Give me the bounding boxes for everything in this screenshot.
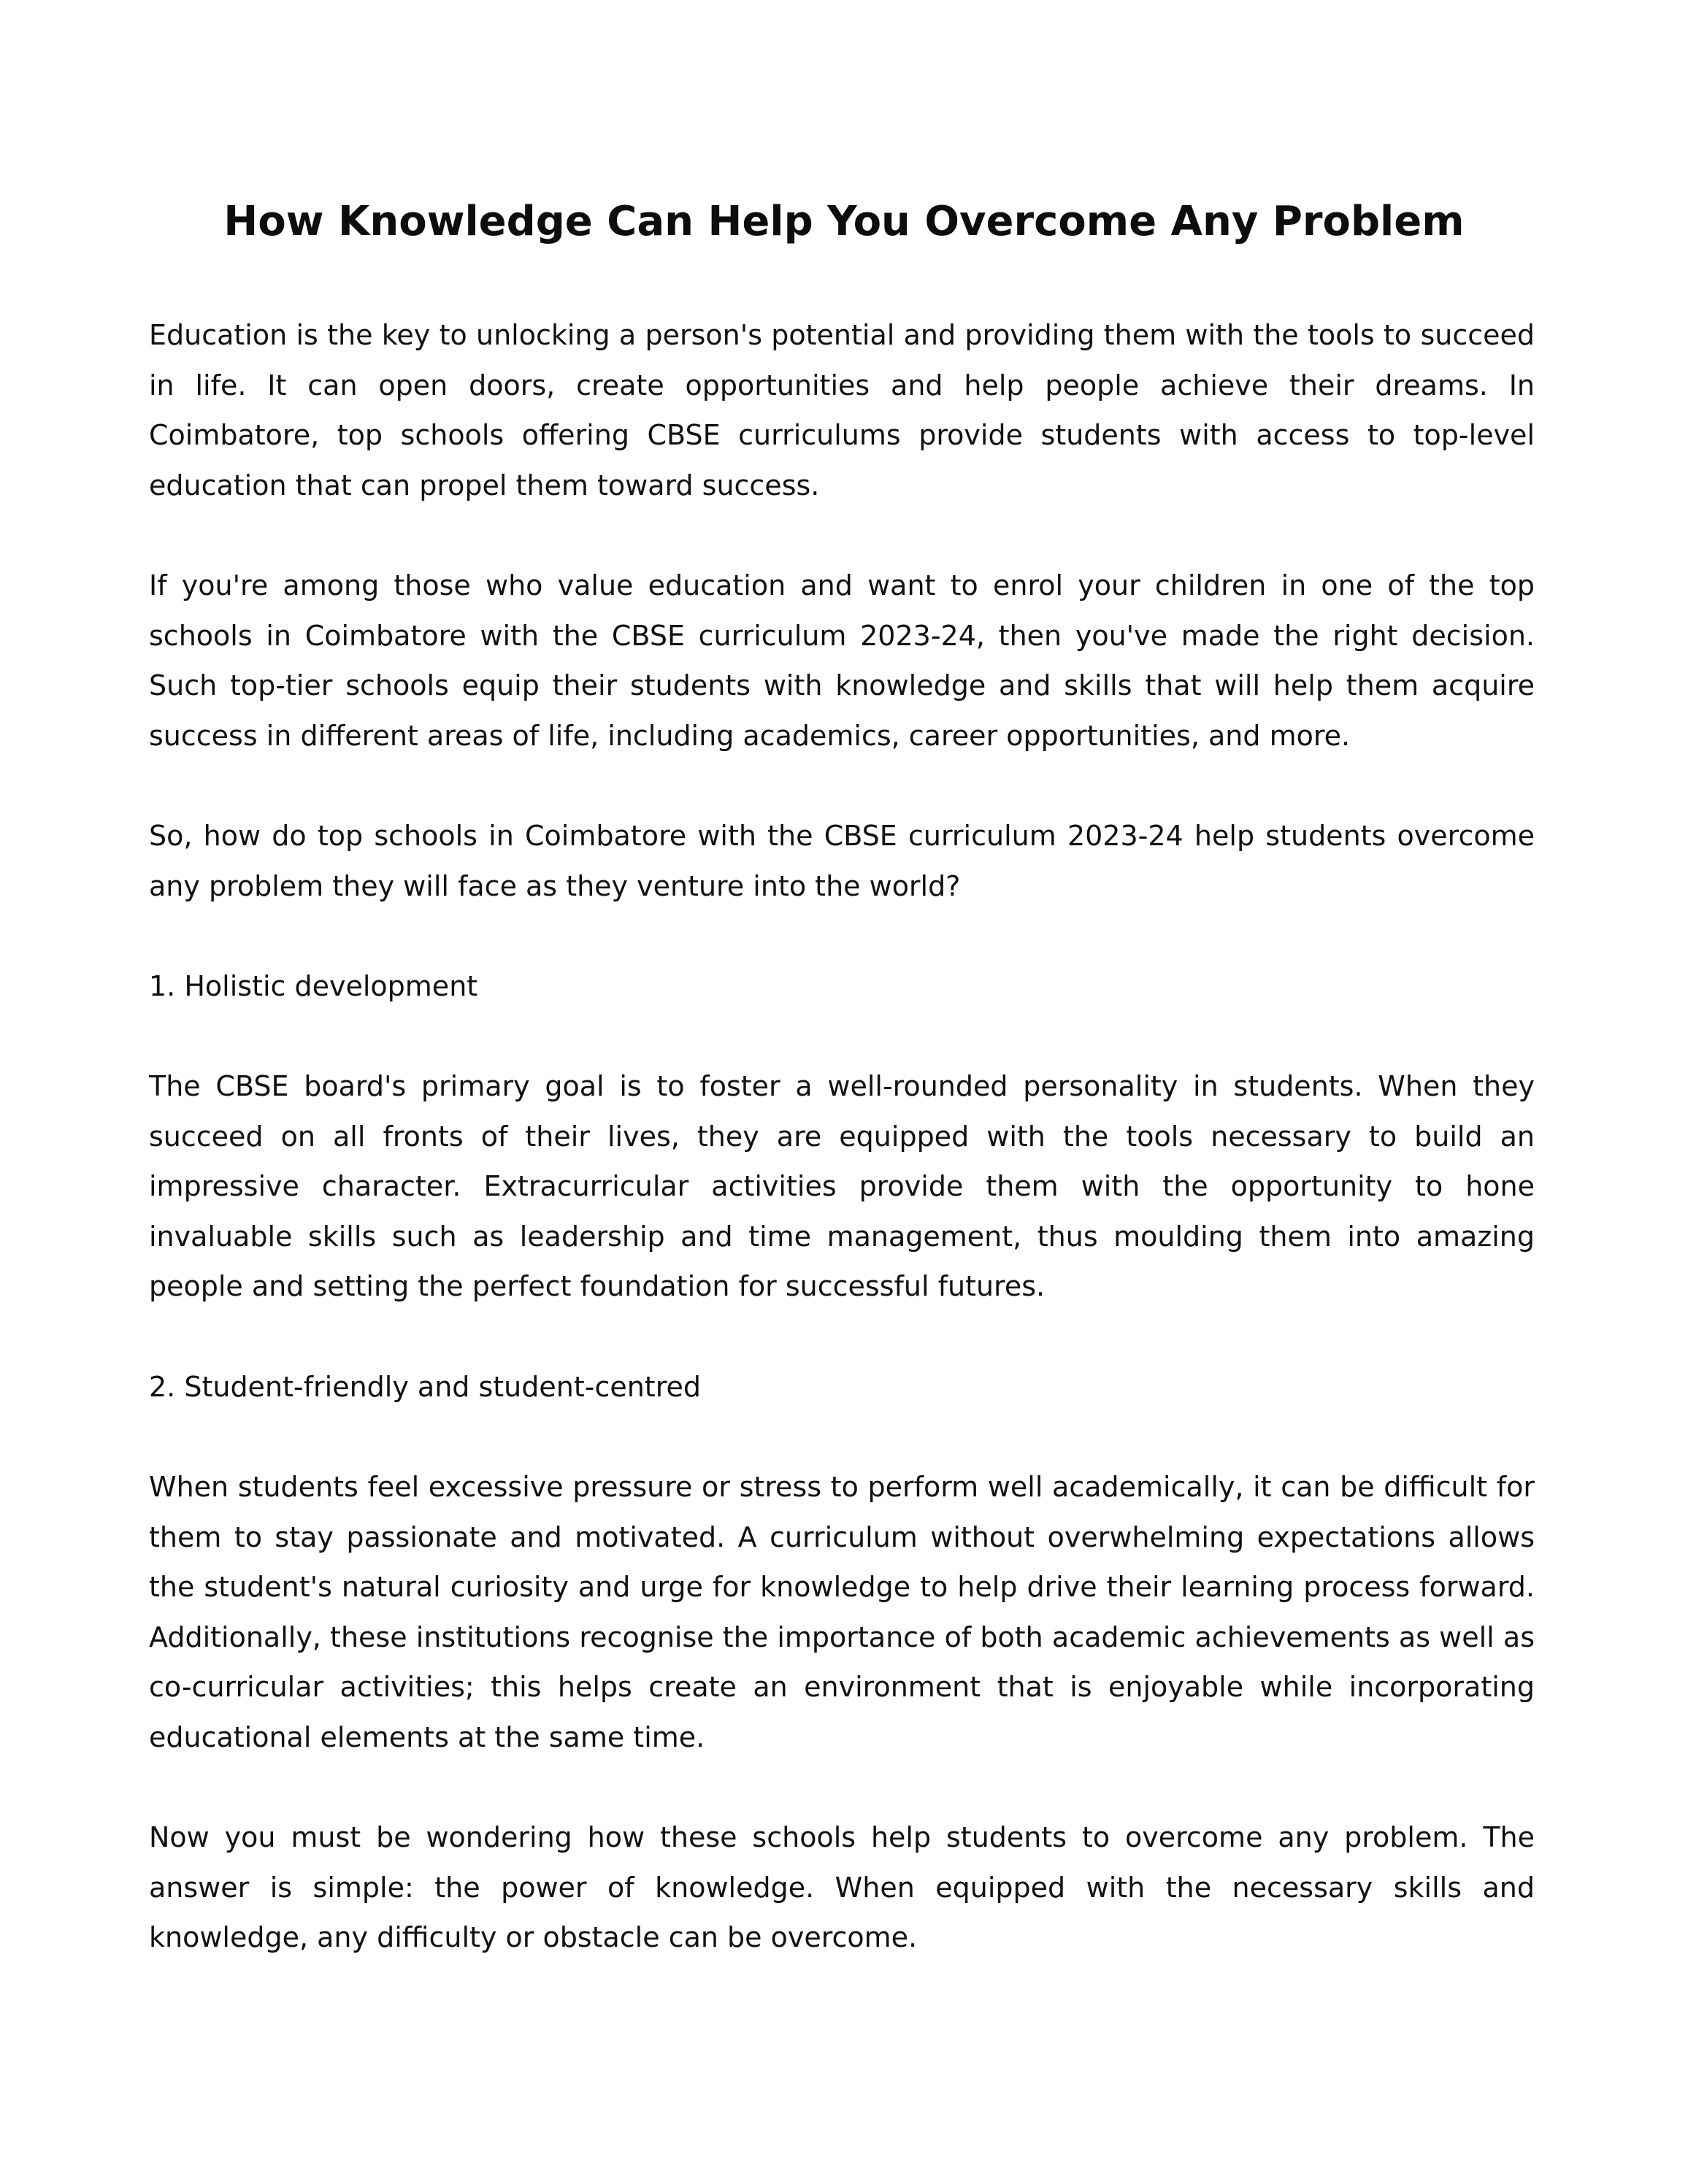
paragraph-enrol: If you're among those who value education and want to enrol your children in one of the top schools in Coimbatore with the CBSE curriculum 2023-24, then you've made the right decision. Such top-tier schools equip their students with knowledge and skills that will help them acquire success in different areas of life, including academics, career opportunities, and more.	[149, 569, 1535, 752]
paragraph-holistic: The CBSE board's primary goal is to foster a well-rounded personality in students. When they succeed on all fronts of their lives, they are equipped with the tools necessary to build an impressive character. Extracurricular activities provide them with the opportunity to hone invaluable skills such as leadership and time management, thus moulding them into amazing people and setting the perfect foundation for successful futures.	[149, 1070, 1535, 1302]
section-heading-student-friendly: 2. Student-friendly and student-centred	[149, 1371, 701, 1403]
page-title: How Knowledge Can Help You Overcome Any Problem	[223, 198, 1465, 245]
paragraph-conclusion: Now you must be wondering how these schools help students to overcome any problem. The answer is simple: the power of knowledge. When equipped with the necessary skills and knowledge, any difficulty or obstacle can be overcome.	[149, 1821, 1535, 1953]
paragraph-question: So, how do top schools in Coimbatore with the CBSE curriculum 2023-24 help students overcome any problem they will face as they venture into the world?	[149, 820, 1535, 902]
paragraph-intro: Education is the key to unlocking a person's potential and providing them with the tools to succeed in life. It can open doors, create opportunities and help people achieve their dreams. In Coimbatore, top schools offering CBSE curriculums provide students with access to top-level education that can propel them toward success.	[149, 319, 1535, 501]
paragraph-student-friendly: When students feel excessive pressure or stress to perform well academically, it can be difficult for them to stay passionate and motivated. A curriculum without overwhelming expectations allows the student's natural curiosity and urge for knowledge to help drive their learning process forward. Additionally, these institutions recognise the importance of both academic achievements as well as co-curricular activities; this helps create an environment that is enjoyable while incorporating educational elements at the same time.	[149, 1471, 1535, 1753]
section-heading-holistic-development: 1. Holistic development	[149, 970, 478, 1002]
